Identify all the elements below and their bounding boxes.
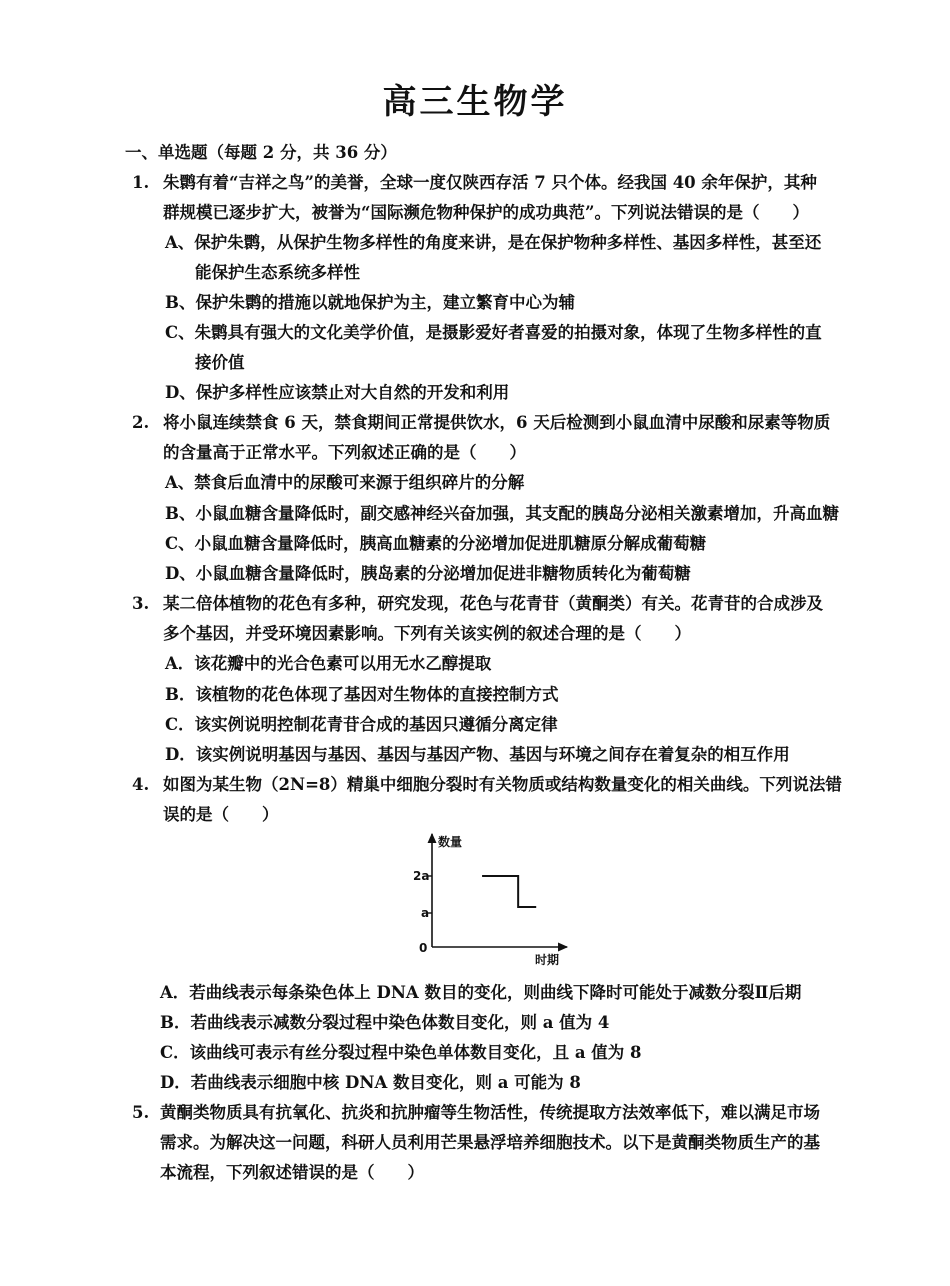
q4-number: 4. — [132, 775, 150, 794]
q4-chart — [405, 828, 575, 970]
q2-option-c[interactable]: C、小鼠血糖含量降低时，胰高血糖素的分泌增加促进肌糖原分解成葡萄糖 — [165, 534, 707, 553]
q2-option-b[interactable]: B、小鼠血糖含量降低时，副交感神经兴奋加强，其支配的胰岛分泌相关激素增加，升高血糖 — [165, 504, 839, 523]
q1-option-c-line1[interactable]: C、朱鹮具有强大的文化美学价值，是摄影爱好者喜爱的拍摄对象，体现了生物多样性的直 — [165, 323, 822, 342]
q1-option-d[interactable]: D、保护多样性应该禁止对大自然的开发和利用 — [165, 383, 510, 402]
y-axis-label: 数量 — [438, 835, 463, 849]
q4-option-a[interactable]: A．若曲线表示每条染色体上 DNA 数目的变化，则曲线下降时可能处于减数分裂Ⅱ后期 — [160, 983, 802, 1002]
q5-stem-line3: 本流程，下列叙述错误的是（ ） — [160, 1163, 424, 1182]
q4-option-b[interactable]: B．若曲线表示减数分裂过程中染色体数目变化，则 a 值为 4 — [160, 1013, 610, 1032]
q5-number: 5. — [132, 1103, 150, 1122]
y-tick-label-a: a — [421, 906, 430, 920]
q3-option-b[interactable]: B．该植物的花色体现了基因对生物体的直接控制方式 — [165, 685, 559, 704]
q3-option-c[interactable]: C．该实例说明控制花青苷合成的基因只遵循分离定律 — [165, 715, 558, 734]
q5-stem-line1: 黄酮类物质具有抗氧化、抗炎和抗肿瘤等生物活性，传统提取方法效率低下，难以满足市场 — [160, 1103, 820, 1122]
q3-option-a[interactable]: A．该花瓣中的光合色素可以用无水乙醇提取 — [165, 654, 492, 673]
q1-option-a-line2: 能保护生态系统多样性 — [195, 263, 360, 282]
q1-option-a-line1[interactable]: A、保护朱鹮，从保护生物多样性的角度来讲，是在保护物种多样性、基因多样性，甚至还 — [165, 233, 822, 252]
q2-stem-line1: 将小鼠连续禁食 6 天，禁食期间正常提供饮水，6 天后检测到小鼠血清中尿酸和尿素等物质 — [163, 413, 831, 432]
y-tick-label-2a: 2a — [413, 869, 430, 883]
x-axis-label: 时期 — [535, 953, 560, 967]
q3-number: 3. — [132, 594, 150, 613]
origin-label: 0 — [419, 941, 428, 955]
q4-option-d[interactable]: D．若曲线表示细胞中核 DNA 数目变化，则 a 可能为 8 — [160, 1073, 581, 1092]
q2-option-d[interactable]: D、小鼠血糖含量降低时，胰岛素的分泌增加促进非糖物质转化为葡萄糖 — [165, 564, 691, 583]
q5-stem-line2: 需求。为解决这一问题，科研人员利用芒果悬浮培养细胞技术。以下是黄酮类物质生产的基 — [160, 1133, 820, 1152]
q2-number: 2. — [132, 413, 150, 432]
q3-stem-line1: 某二倍体植物的花色有多种，研究发现，花色与花青苷（黄酮类）有关。花青苷的合成涉及 — [163, 594, 823, 613]
q2-option-a[interactable]: A、禁食后血清中的尿酸可来源于组织碎片的分解 — [165, 473, 525, 492]
q4-option-c[interactable]: C．该曲线可表示有丝分裂过程中染色单体数目变化，且 a 值为 8 — [160, 1043, 642, 1062]
q3-option-d[interactable]: D．该实例说明基因与基因、基因与基因产物、基因与环境之间存在着复杂的相互作用 — [165, 745, 790, 764]
data-curve — [482, 876, 536, 907]
q3-stem-line2: 多个基因，并受环境因素影响。下列有关该实例的叙述合理的是（ ） — [163, 624, 691, 643]
q1-option-c-line2: 接价值 — [195, 353, 245, 372]
page-title: 高三生物学 — [382, 82, 568, 122]
q4-stem-line1: 如图为某生物（2N=8）精巢中细胞分裂时有关物质或结构数量变化的相关曲线。下列说法错 — [163, 775, 842, 794]
q1-stem-line2: 群规模已逐步扩大，被誉为“国际濒危物种保护的成功典范”。下列说法错误的是（ ） — [163, 203, 809, 222]
q4-stem-line2: 误的是（ ） — [163, 805, 279, 824]
section-heading: 一、单选题（每题 2 分，共 36 分） — [125, 143, 397, 162]
q2-stem-line2: 的含量高于正常水平。下列叙述正确的是（ ） — [163, 443, 526, 462]
q1-option-b[interactable]: B、保护朱鹮的措施以就地保护为主，建立繁育中心为辅 — [165, 293, 575, 312]
q1-number: 1. — [132, 173, 150, 192]
q1-stem-line1: 朱鹮有着“吉祥之鸟”的美誉，全球一度仅陕西存活 7 只个体。经我国 40 余年保护，其种 — [163, 173, 817, 192]
